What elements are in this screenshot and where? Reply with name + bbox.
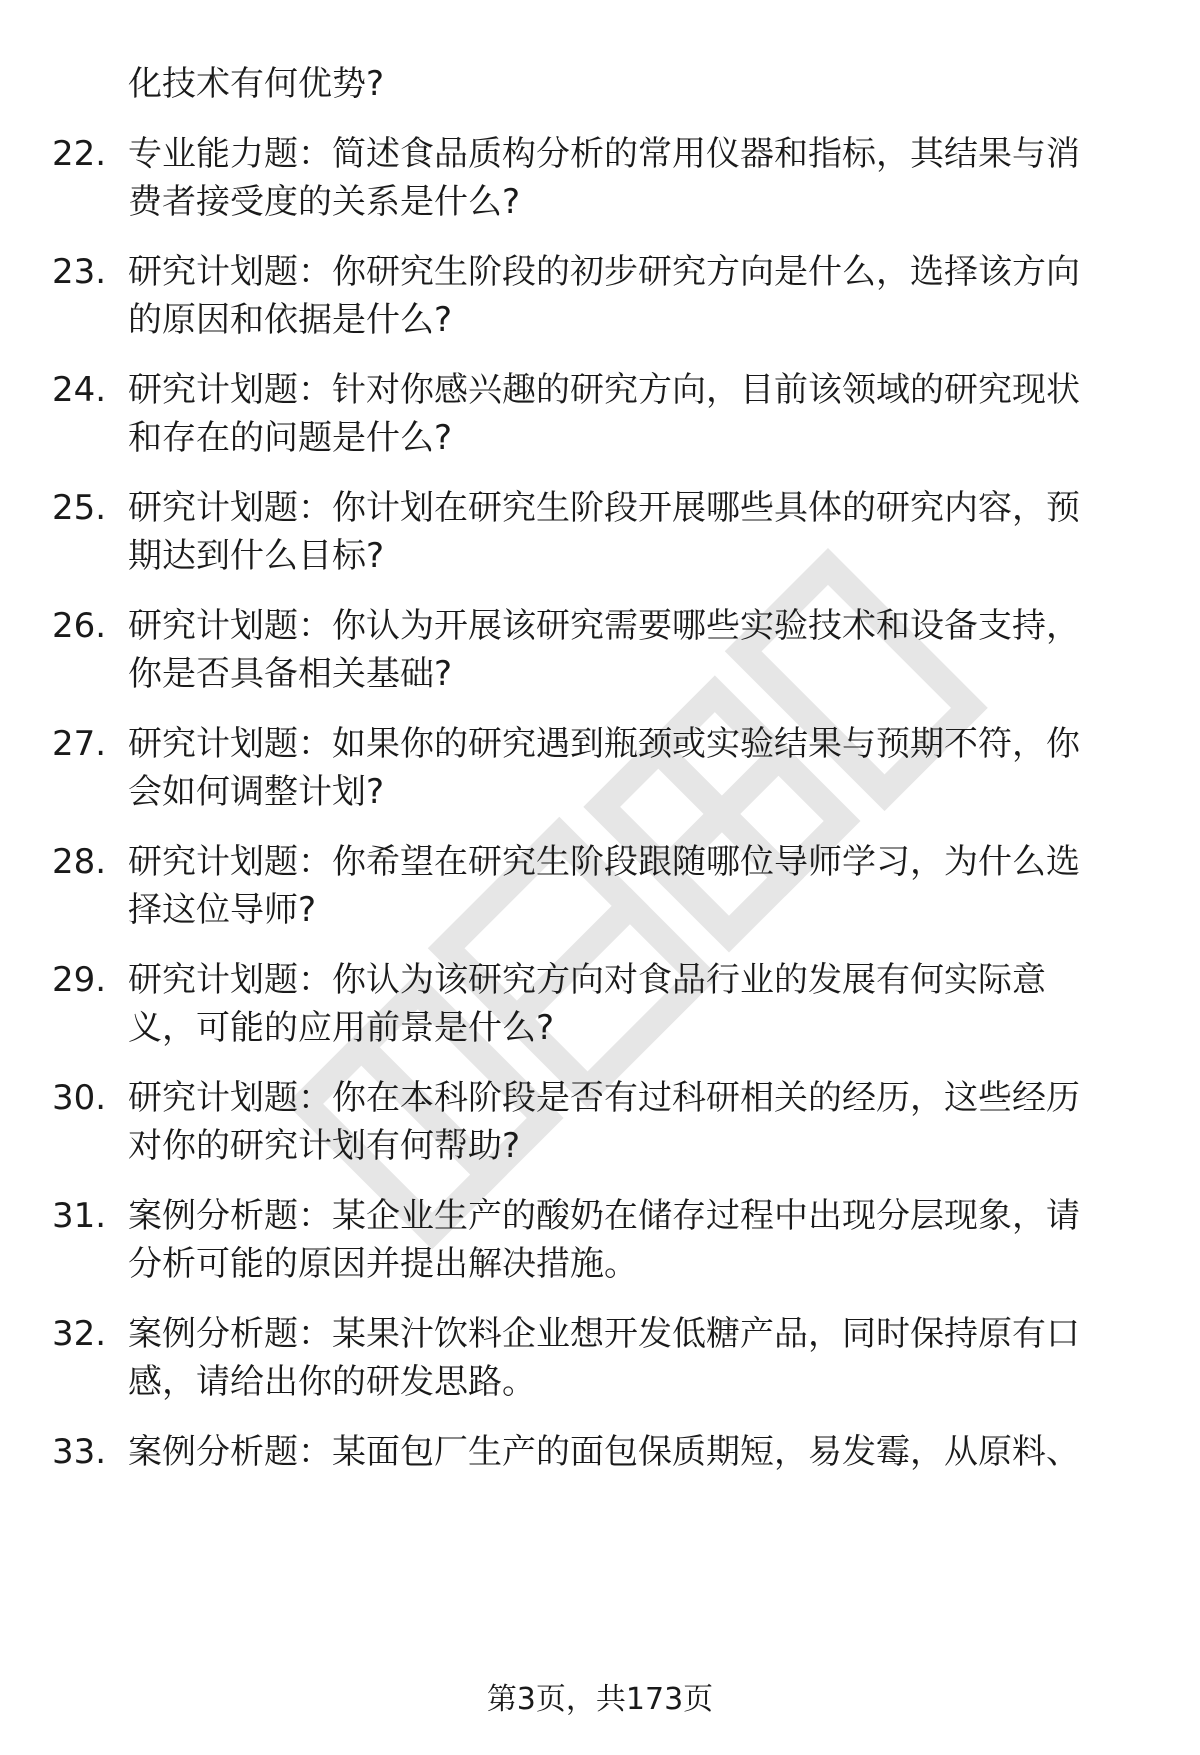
question-number: 25. [52, 488, 107, 528]
question-number: 29. [52, 960, 107, 1000]
question-number: 24. [52, 370, 107, 410]
question-text-line: 研究计划题：你计划在研究生阶段开展哪些具体的研究内容，预 [128, 488, 1080, 528]
question-text-line: 对你的研究计划有何帮助? [128, 1126, 521, 1166]
question-continuation-text: 化技术有何优势? [128, 64, 385, 104]
question-number: 23. [52, 252, 107, 292]
question-text-line: 研究计划题：你认为该研究方向对食品行业的发展有何实际意 [128, 960, 1046, 1000]
question-number: 30. [52, 1078, 107, 1118]
page-number-label: 第3页，共173页 [486, 1682, 714, 1717]
question-number: 27. [52, 724, 107, 764]
question-text-line: 费者接受度的关系是什么? [128, 182, 521, 222]
question-text-line: 义，可能的应用前景是什么? [128, 1008, 555, 1048]
question-text-line: 研究计划题：你研究生阶段的初步研究方向是什么，选择该方向 [128, 252, 1080, 292]
question-text-line: 案例分析题：某果汁饮料企业想开发低糖产品，同时保持原有口 [128, 1314, 1080, 1354]
question-text-line: 你是否具备相关基础? [128, 654, 453, 694]
question-number: 33. [52, 1432, 107, 1472]
question-text-line: 专业能力题：简述食品质构分析的常用仪器和指标，其结果与消 [128, 134, 1080, 174]
question-number: 32. [52, 1314, 107, 1354]
question-text-line: 和存在的问题是什么? [128, 418, 453, 458]
question-text-line: 研究计划题：你希望在研究生阶段跟随哪位导师学习，为什么选 [128, 842, 1080, 882]
question-text-line: 研究计划题：你在本科阶段是否有过科研相关的经历，这些经历 [128, 1078, 1080, 1118]
question-text-line: 案例分析题：某企业生产的酸奶在储存过程中出现分层现象，请 [128, 1196, 1080, 1236]
question-text-line: 感，请给出你的研发思路。 [128, 1362, 536, 1402]
question-text-line: 期达到什么目标? [128, 536, 385, 576]
question-text-line: 研究计划题：你认为开展该研究需要哪些实验技术和设备支持， [128, 606, 1080, 646]
question-number: 22. [52, 134, 107, 174]
question-number: 31. [52, 1196, 107, 1236]
question-text-line: 研究计划题：如果你的研究遇到瓶颈或实验结果与预期不符，你 [128, 724, 1080, 764]
question-text-line: 案例分析题：某面包厂生产的面包保质期短，易发霉，从原料、 [128, 1432, 1080, 1472]
page-footer [0, 1680, 1200, 1720]
question-text-line: 分析可能的原因并提出解决措施。 [128, 1244, 638, 1284]
question-text-line: 会如何调整计划? [128, 772, 385, 812]
question-number: 28. [52, 842, 107, 882]
question-text-line: 择这位导师? [128, 890, 317, 930]
question-text-line: 的原因和依据是什么? [128, 300, 453, 340]
question-text-line: 研究计划题：针对你感兴趣的研究方向，目前该领域的研究现状 [128, 370, 1080, 410]
question-number: 26. [52, 606, 107, 646]
